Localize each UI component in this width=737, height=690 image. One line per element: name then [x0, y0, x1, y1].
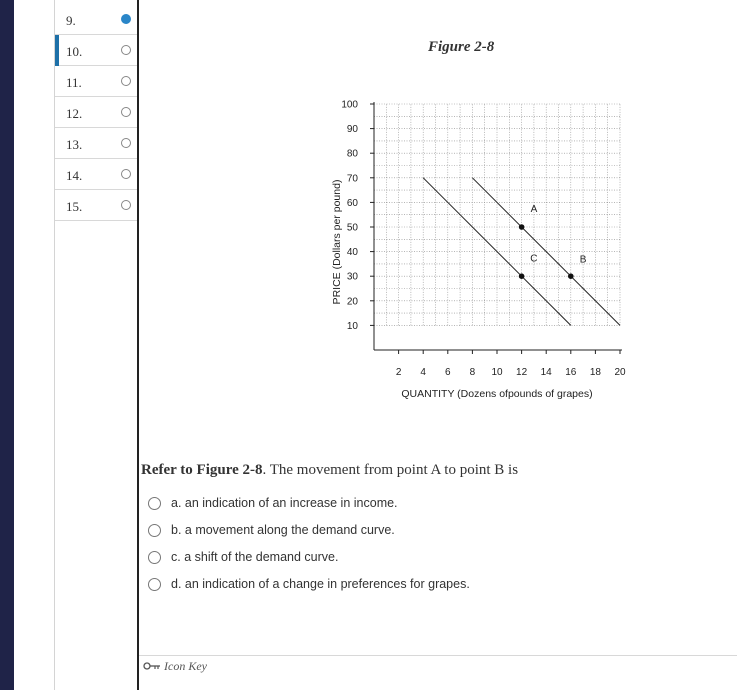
x-tick-label: 6	[445, 367, 451, 378]
question-number: 9.	[66, 13, 76, 28]
question-number: 12.	[66, 106, 83, 121]
unanswered-indicator-icon	[121, 45, 131, 55]
demand-chart	[325, 95, 635, 405]
y-tick-label: 60	[346, 197, 358, 209]
current-question-marker	[55, 35, 59, 66]
data-point	[568, 273, 574, 279]
x-tick-label: 20	[614, 367, 626, 378]
point-label: C	[530, 253, 538, 265]
answer-option-label: b. a movement along the demand curve.	[171, 523, 395, 537]
question-nav-item[interactable]	[55, 97, 138, 128]
question-number: 10.	[66, 44, 83, 59]
y-tick-label: 50	[346, 222, 358, 234]
unanswered-indicator-icon	[121, 107, 131, 117]
x-tick-label: 8	[469, 367, 476, 378]
y-tick-label: 70	[346, 173, 358, 185]
answer-option-label: a. an indication of an increase in income.	[171, 496, 398, 510]
chart-grid	[374, 104, 620, 325]
unanswered-indicator-icon	[121, 169, 131, 179]
answer-option-label: d. an indication of a change in preferences for grapes.	[171, 577, 470, 591]
unanswered-indicator-icon	[121, 200, 131, 210]
x-tick-label: 2	[395, 367, 402, 378]
y-tick-label: 10	[346, 320, 358, 332]
data-point	[519, 273, 525, 279]
question-number: 14.	[66, 168, 83, 183]
question-nav-item[interactable]	[55, 4, 138, 35]
key-icon	[143, 659, 161, 674]
question-number: 11.	[66, 75, 82, 90]
radio-icon[interactable]	[148, 551, 161, 564]
question-text	[141, 462, 518, 479]
icon-key-link[interactable]	[143, 659, 207, 674]
y-tick-label: 90	[346, 124, 358, 136]
x-axis-label: QUANTITY (Dozens ofpounds of grapes)	[401, 388, 593, 400]
app-left-rail	[0, 0, 14, 690]
y-tick-label: 100	[341, 99, 358, 111]
x-tick-label: 4	[420, 367, 426, 378]
y-tick-label: 80	[346, 148, 358, 160]
x-tick-label: 16	[565, 367, 577, 378]
question-navigator	[54, 0, 138, 690]
panel-divider	[137, 0, 139, 690]
y-tick-label: 20	[346, 296, 358, 308]
left-gutter	[14, 0, 54, 690]
question-nav-item[interactable]	[55, 128, 138, 159]
data-point	[519, 224, 525, 230]
x-tick-label: 14	[540, 367, 552, 378]
radio-icon[interactable]	[148, 578, 161, 591]
chart-axes	[370, 102, 622, 354]
radio-icon[interactable]	[148, 524, 161, 537]
x-tick-label: 10	[491, 367, 503, 378]
point-label: A	[530, 204, 538, 216]
question-body: . The movement from point A to point B is	[262, 462, 519, 478]
question-number: 13.	[66, 137, 83, 152]
y-axis-label: PRICE (Dollars per pound)	[331, 179, 343, 305]
x-tick-label: 12	[516, 367, 528, 378]
footer-divider	[139, 655, 737, 656]
answer-option-label: c. a shift of the demand curve.	[171, 550, 339, 564]
point-label: B	[579, 254, 587, 266]
figure-reference: Refer to Figure 2-8	[141, 462, 263, 478]
x-tick-label: 18	[589, 367, 601, 378]
answered-indicator-icon	[121, 14, 131, 24]
radio-icon[interactable]	[148, 497, 161, 510]
question-nav-item-current[interactable]	[55, 35, 138, 66]
question-number: 15.	[66, 199, 83, 214]
icon-key-label: Icon Key	[164, 659, 207, 673]
unanswered-indicator-icon	[121, 76, 131, 86]
y-tick-label: 30	[346, 271, 358, 283]
question-nav-item[interactable]	[55, 66, 138, 97]
y-tick-label: 40	[346, 247, 358, 259]
unanswered-indicator-icon	[121, 138, 131, 148]
question-nav-item[interactable]	[55, 190, 138, 221]
question-nav-item[interactable]	[55, 159, 138, 190]
figure-title: Figure 2-8	[428, 39, 495, 55]
